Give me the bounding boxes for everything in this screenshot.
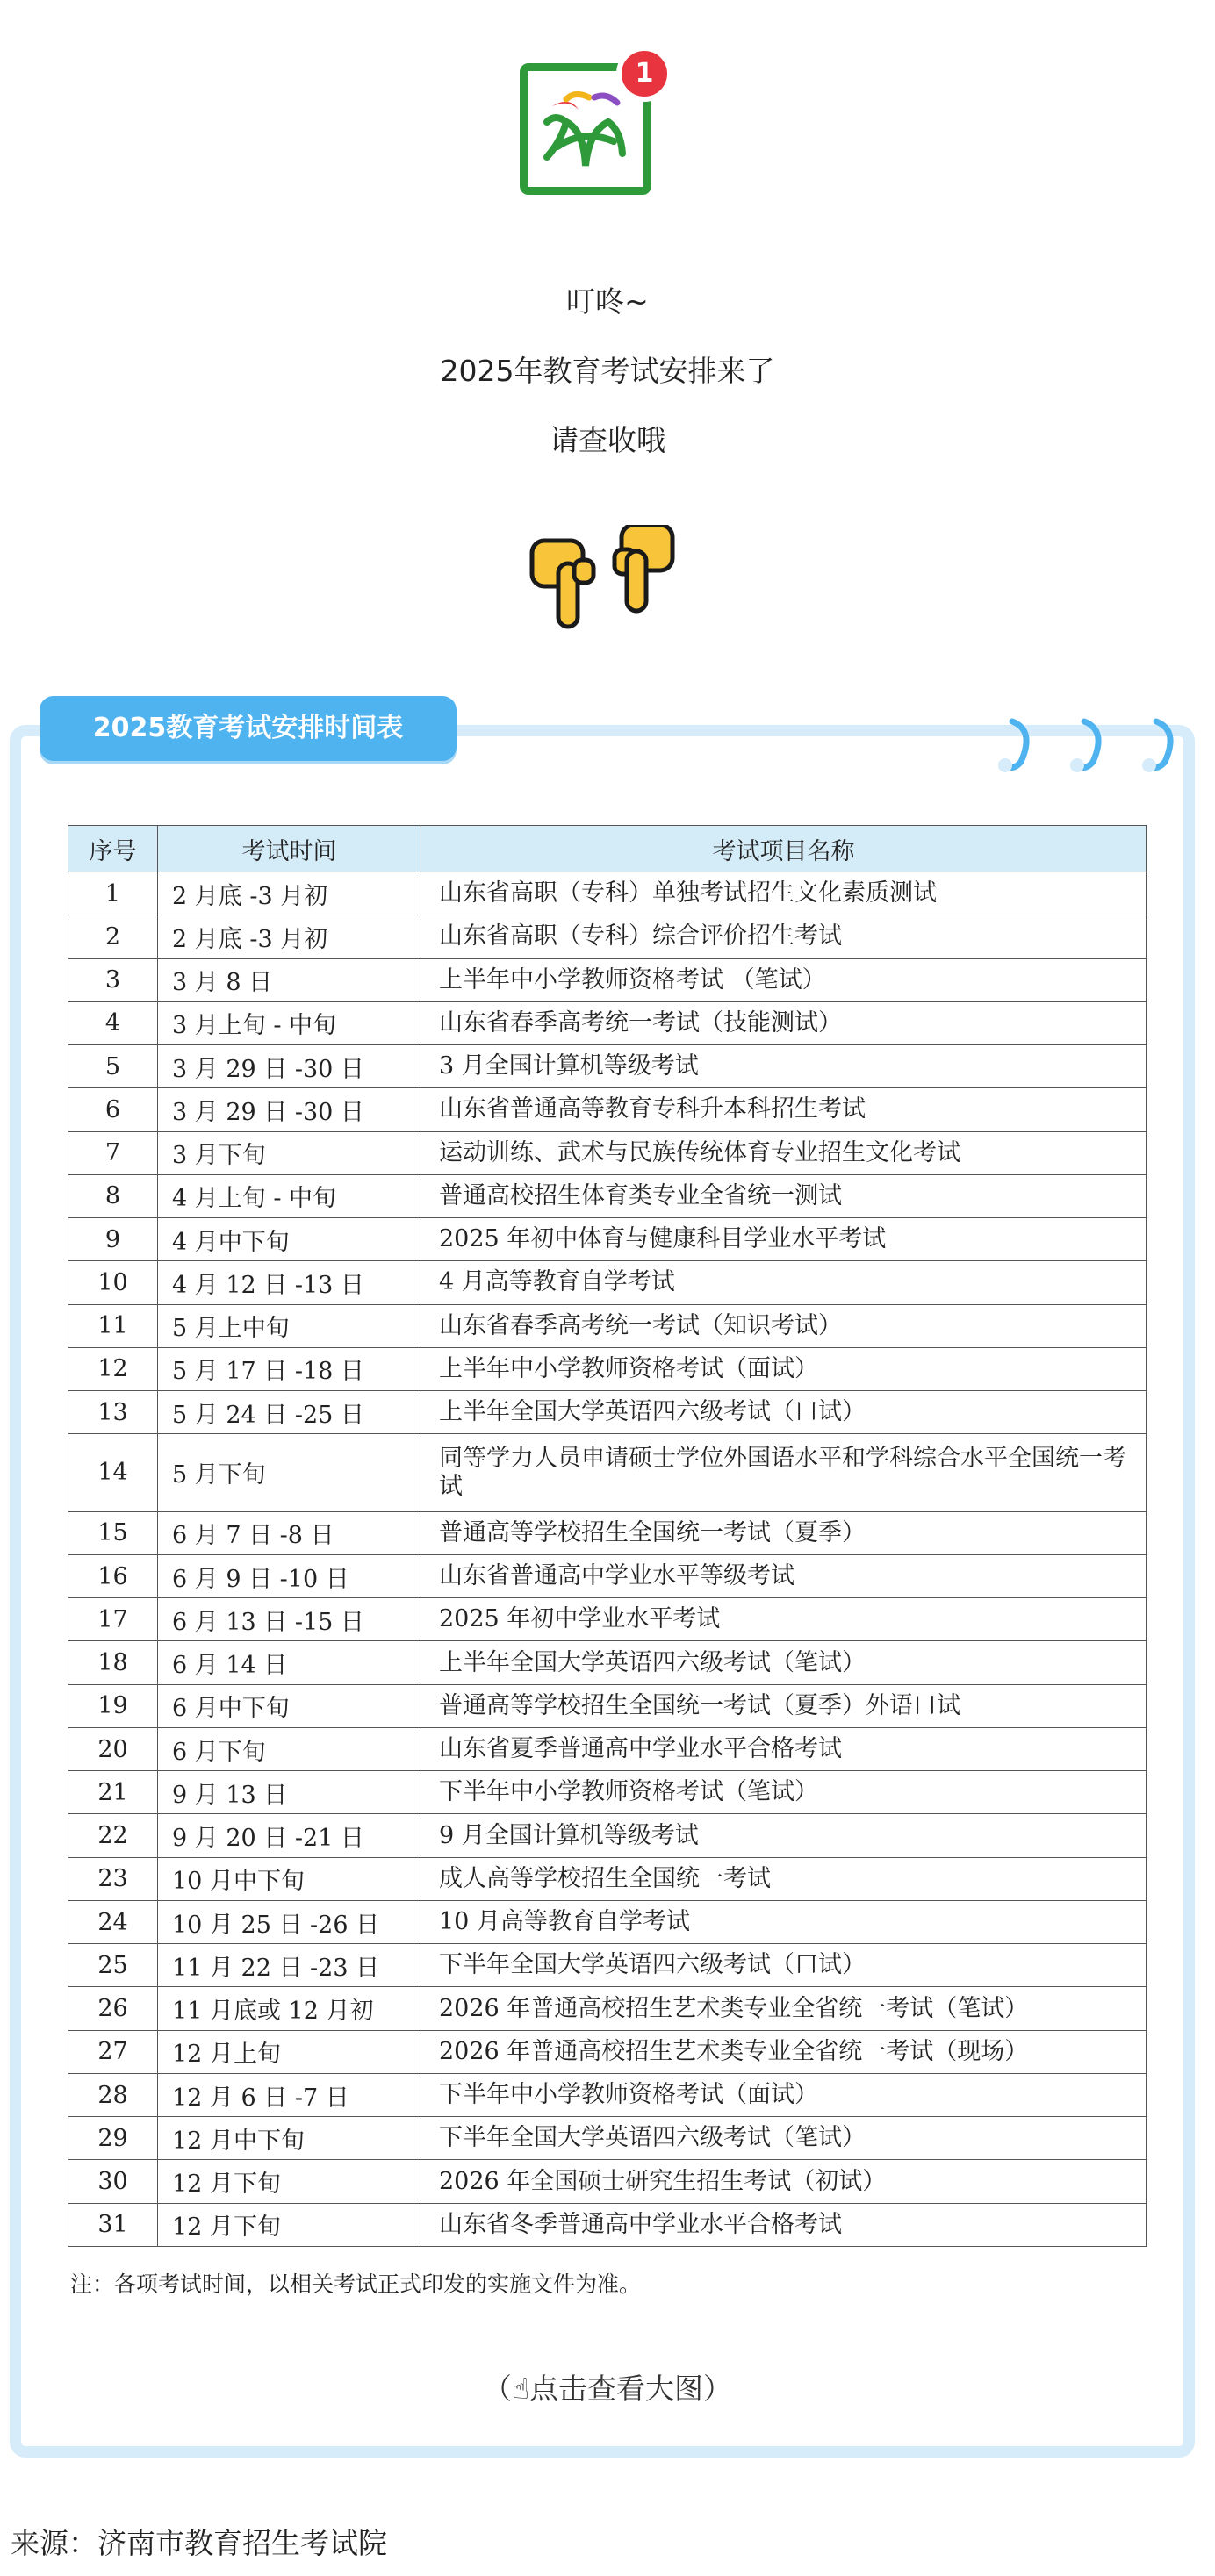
row-number-cell: 25 — [68, 1944, 158, 1987]
exam-time-cell: 12 月 6 日 -7 日 — [158, 2073, 421, 2116]
row-number-cell: 7 — [68, 1131, 158, 1174]
exam-time-cell: 6 月 13 日 -15 日 — [158, 1598, 421, 1641]
table-row — [68, 1771, 1147, 1814]
table-row — [68, 1045, 1147, 1088]
row-number-cell: 5 — [68, 1045, 158, 1088]
table-row — [68, 1218, 1147, 1261]
exam-time-cell: 3 月上旬 - 中旬 — [158, 1001, 421, 1044]
exam-name-cell: 运动训练、武术与民族传统体育专业招生文化考试 — [421, 1131, 1147, 1174]
exam-name-cell: 山东省春季高考统一考试（知识考试） — [421, 1304, 1147, 1347]
row-number-cell: 11 — [68, 1304, 158, 1347]
binder-rings-icon — [996, 711, 1194, 781]
table-row — [68, 1347, 1147, 1390]
exam-time-cell: 5 月下旬 — [158, 1434, 421, 1511]
exam-name-cell: 普通高等学校招生全国统一考试（夏季） — [421, 1511, 1147, 1554]
row-number-cell: 6 — [68, 1088, 158, 1131]
row-number-cell: 18 — [68, 1641, 158, 1684]
exam-time-cell: 12 月下旬 — [158, 2203, 421, 2246]
exam-name-cell: 2026 年普通高校招生艺术类专业全省统一考试（笔试） — [421, 1987, 1147, 2030]
exam-time-cell: 2 月底 -3 月初 — [158, 915, 421, 958]
exam-name-cell: 3 月全国计算机等级考试 — [421, 1045, 1147, 1088]
pointing-down-hands-icon — [0, 525, 1215, 630]
exam-name-cell: 山东省冬季普通高中学业水平合格考试 — [421, 2203, 1147, 2246]
exam-time-cell: 12 月下旬 — [158, 2160, 421, 2203]
exam-name-cell: 山东省夏季普通高中学业水平合格考试 — [421, 1727, 1147, 1770]
table-row — [68, 1900, 1147, 1943]
exam-time-cell: 3 月 29 日 -30 日 — [158, 1088, 421, 1131]
table-note: 注：各项考试时间，以相关考试正式印发的实施文件为准。 — [70, 2271, 642, 2297]
table-row — [68, 1174, 1147, 1217]
table-row — [68, 1511, 1147, 1554]
exam-time-cell: 3 月 8 日 — [158, 958, 421, 1001]
row-number-cell: 14 — [68, 1434, 158, 1511]
row-number-cell: 15 — [68, 1511, 158, 1554]
row-number-cell: 24 — [68, 1900, 158, 1943]
intro-line-3: 请查收哦 — [550, 423, 665, 457]
row-number-cell: 12 — [68, 1347, 158, 1390]
row-number-cell: 29 — [68, 2117, 158, 2160]
table-row — [68, 2117, 1147, 2160]
row-number-cell: 13 — [68, 1391, 158, 1434]
row-number-cell: 31 — [68, 2203, 158, 2246]
row-number-cell: 26 — [68, 1987, 158, 2030]
view-large-image-link[interactable]: （☝点击查看大图） — [482, 2371, 733, 2406]
exam-time-cell: 6 月下旬 — [158, 1727, 421, 1770]
table-row — [68, 2160, 1147, 2203]
exam-time-cell: 10 月 25 日 -26 日 — [158, 1900, 421, 1943]
table-row — [68, 872, 1147, 915]
table-row — [68, 915, 1147, 958]
exam-name-cell: 山东省高职（专科）单独考试招生文化素质测试 — [421, 872, 1147, 915]
row-number-cell: 17 — [68, 1598, 158, 1641]
column-header-time: 考试时间 — [158, 826, 421, 872]
table-row — [68, 1001, 1147, 1044]
table-row — [68, 1088, 1147, 1131]
exam-time-cell: 12 月中下旬 — [158, 2117, 421, 2160]
exam-time-cell: 6 月 9 日 -10 日 — [158, 1554, 421, 1597]
row-number-cell: 3 — [68, 958, 158, 1001]
exam-time-cell: 9 月 13 日 — [158, 1771, 421, 1814]
schedule-title: 2025教育考试安排时间表 — [40, 696, 457, 761]
exam-time-cell: 6 月 14 日 — [158, 1641, 421, 1684]
exam-name-cell: 下半年全国大学英语四六级考试（口试） — [421, 1944, 1147, 1987]
exam-time-cell: 4 月 12 日 -13 日 — [158, 1261, 421, 1304]
table-row — [68, 1598, 1147, 1641]
exam-name-cell: 2026 年普通高校招生艺术类专业全省统一考试（现场） — [421, 2030, 1147, 2073]
exam-time-cell: 5 月 17 日 -18 日 — [158, 1347, 421, 1390]
exam-time-cell: 6 月中下旬 — [158, 1684, 421, 1727]
exam-name-cell: 上半年中小学教师资格考试（面试） — [421, 1347, 1147, 1390]
row-number-cell: 1 — [68, 872, 158, 915]
table-row — [68, 1391, 1147, 1434]
table-row — [68, 1261, 1147, 1304]
table-row — [68, 2073, 1147, 2116]
row-number-cell: 4 — [68, 1001, 158, 1044]
exam-time-cell: 3 月下旬 — [158, 1131, 421, 1174]
row-number-cell: 19 — [68, 1684, 158, 1727]
exam-time-cell: 3 月 29 日 -30 日 — [158, 1045, 421, 1088]
exam-time-cell: 4 月中下旬 — [158, 1218, 421, 1261]
table-row — [68, 958, 1147, 1001]
table-row — [68, 2203, 1147, 2246]
exam-name-cell: 上半年中小学教师资格考试 （笔试） — [421, 958, 1147, 1001]
exam-name-cell: 山东省普通高中学业水平等级考试 — [421, 1554, 1147, 1597]
exam-name-cell: 成人高等学校招生全国统一考试 — [421, 1857, 1147, 1900]
row-number-cell: 2 — [68, 915, 158, 958]
table-row — [68, 1987, 1147, 2030]
table-row — [68, 2030, 1147, 2073]
table-row — [68, 1434, 1147, 1511]
table-row — [68, 1727, 1147, 1770]
table-row — [68, 1684, 1147, 1727]
exam-time-cell: 11 月 22 日 -23 日 — [158, 1944, 421, 1987]
row-number-cell: 10 — [68, 1261, 158, 1304]
exam-name-cell: 下半年全国大学英语四六级考试（笔试） — [421, 2117, 1147, 2160]
exam-name-cell: 下半年中小学教师资格考试（笔试） — [421, 1771, 1147, 1814]
exam-name-cell: 山东省高职（专科）综合评价招生考试 — [421, 915, 1147, 958]
column-header-number: 序号 — [68, 826, 158, 872]
row-number-cell: 28 — [68, 2073, 158, 2116]
exam-schedule-table — [68, 825, 1147, 2247]
row-number-cell: 21 — [68, 1771, 158, 1814]
exam-time-cell: 2 月底 -3 月初 — [158, 872, 421, 915]
exam-name-cell: 2025 年初中学业水平考试 — [421, 1598, 1147, 1641]
table-row — [68, 1131, 1147, 1174]
table-row — [68, 1857, 1147, 1900]
source-credit: 来源：济南市教育招生考试院 — [11, 2526, 387, 2560]
column-header-exam-name: 考试项目名称 — [421, 826, 1147, 872]
row-number-cell: 20 — [68, 1727, 158, 1770]
row-number-cell: 9 — [68, 1218, 158, 1261]
table-row — [68, 1641, 1147, 1684]
row-number-cell: 27 — [68, 2030, 158, 2073]
table-row — [68, 1304, 1147, 1347]
table-header-row — [68, 826, 1147, 872]
exam-name-cell: 下半年中小学教师资格考试（面试） — [421, 2073, 1147, 2116]
exam-name-cell: 普通高校招生体育类专业全省统一测试 — [421, 1174, 1147, 1217]
exam-name-cell: 4 月高等教育自学考试 — [421, 1261, 1147, 1304]
exam-name-cell: 2026 年全国硕士研究生招生考试（初试） — [421, 2160, 1147, 2203]
table-row — [68, 1554, 1147, 1597]
row-number-cell: 16 — [68, 1554, 158, 1597]
exam-time-cell: 10 月中下旬 — [158, 1857, 421, 1900]
row-number-cell: 30 — [68, 2160, 158, 2203]
exam-time-cell: 6 月 7 日 -8 日 — [158, 1511, 421, 1554]
exam-time-cell: 12 月上旬 — [158, 2030, 421, 2073]
exam-name-cell: 山东省春季高考统一考试（技能测试） — [421, 1001, 1147, 1044]
exam-time-cell: 4 月上旬 - 中旬 — [158, 1174, 421, 1217]
exam-time-cell: 9 月 20 日 -21 日 — [158, 1814, 421, 1857]
row-number-cell: 23 — [68, 1857, 158, 1900]
row-number-cell: 22 — [68, 1814, 158, 1857]
exam-name-cell: 普通高等学校招生全国统一考试（夏季）外语口试 — [421, 1684, 1147, 1727]
exam-name-cell: 山东省普通高等教育专科升本科招生考试 — [421, 1088, 1147, 1131]
intro-line-1: 叮咚~ — [566, 284, 649, 319]
exam-name-cell: 同等学力人员申请硕士学位外国语水平和学科综合水平全国统一考试 — [421, 1434, 1147, 1511]
exam-time-cell: 11 月底或 12 月初 — [158, 1987, 421, 2030]
row-number-cell: 8 — [68, 1174, 158, 1217]
intro-line-2: 2025年教育考试安排来了 — [440, 354, 775, 388]
exam-time-cell: 5 月上中旬 — [158, 1304, 421, 1347]
exam-time-cell: 5 月 24 日 -25 日 — [158, 1391, 421, 1434]
notification-badge: 1 — [616, 46, 672, 102]
exam-name-cell: 9 月全国计算机等级考试 — [421, 1814, 1147, 1857]
table-row — [68, 1814, 1147, 1857]
exam-name-cell: 10 月高等教育自学考试 — [421, 1900, 1147, 1943]
exam-name-cell: 2025 年初中体育与健康科目学业水平考试 — [421, 1218, 1147, 1261]
exam-name-cell: 上半年全国大学英语四六级考试（笔试） — [421, 1641, 1147, 1684]
table-row — [68, 1944, 1147, 1987]
exam-name-cell: 上半年全国大学英语四六级考试（口试） — [421, 1391, 1147, 1434]
